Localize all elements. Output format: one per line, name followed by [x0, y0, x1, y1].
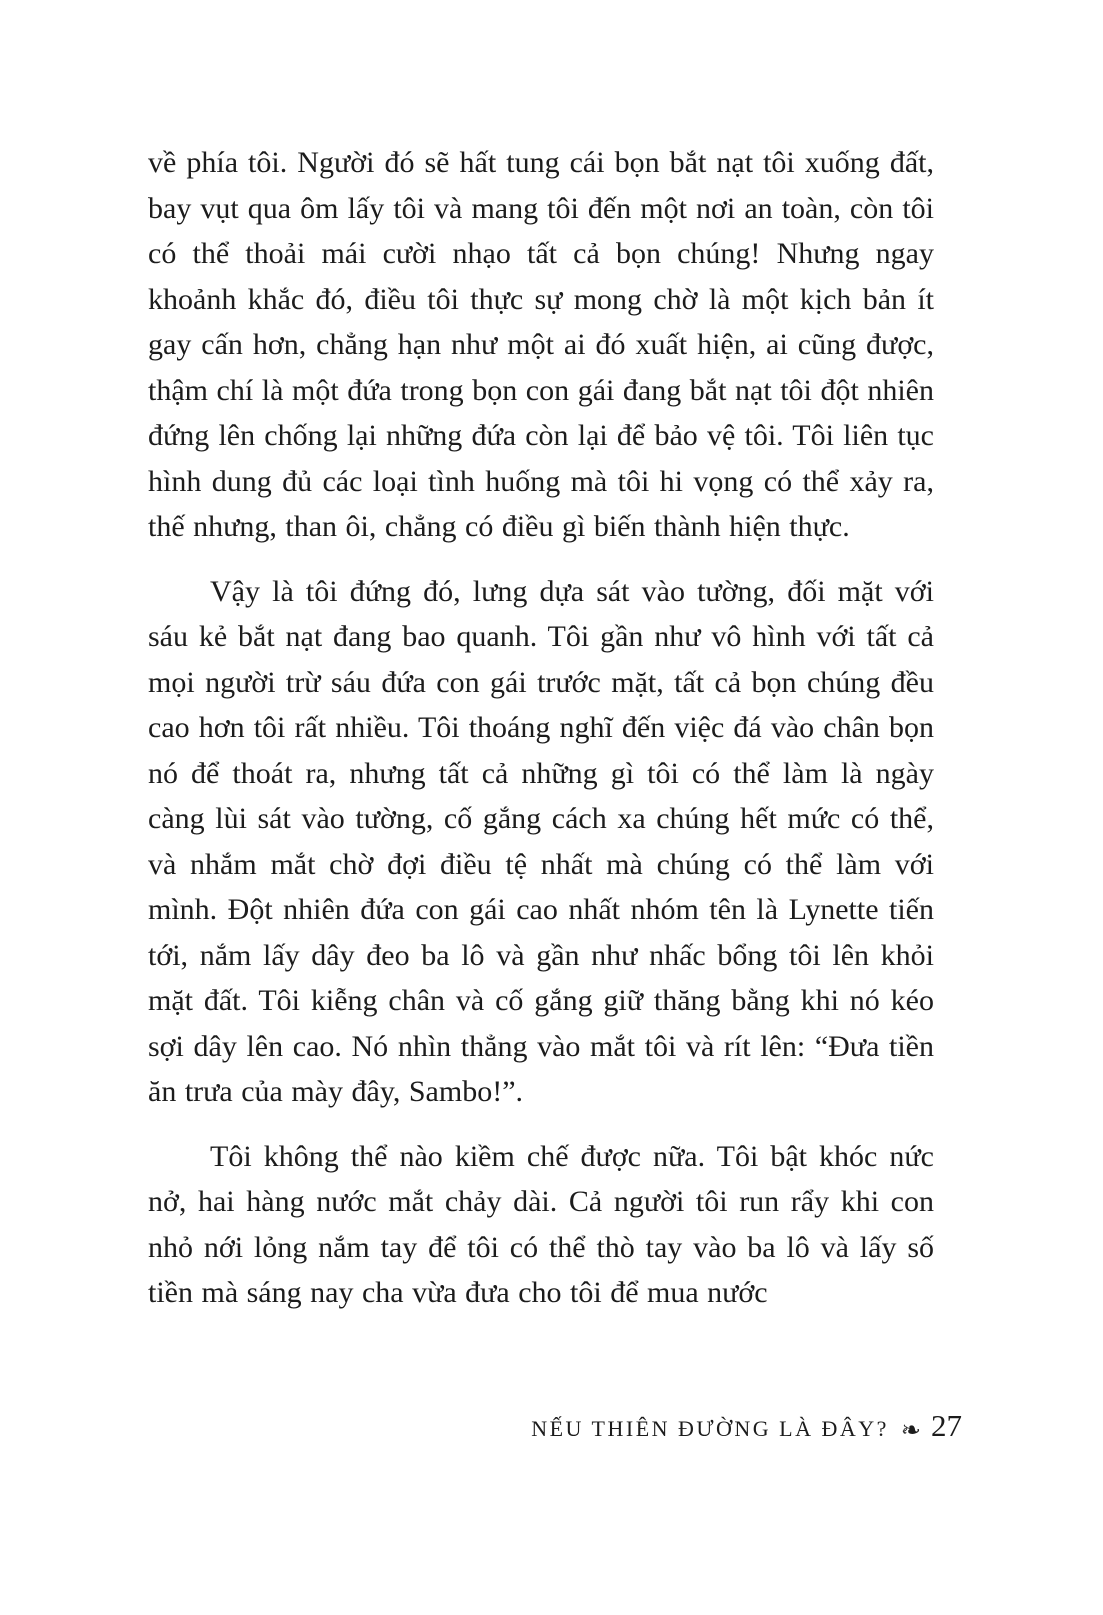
paragraph: Tôi không thể nào kiềm chế được nữa. Tôi bật khóc nức nở, hai hàng nước mắt chảy dài. Cả người tôi run rẩy khi con nhỏ nới lỏng nắm tay để tôi có thể thò tay vào ba lô và lấy số tiền mà sáng nay cha vừa đưa cho tôi để mua nước: [148, 1139, 934, 1309]
paragraph: về phía tôi. Người đó sẽ hất tung cái bọn bắt nạt tôi xuống đất, bay vụt qua ôm lấy tôi và mang tôi đến một nơi an toàn, còn tôi có thể thoải mái cười nhạo tất cả bọn chúng! Nhưng ngay khoảnh khắc đó, điều tôi thực sự mong chờ là một kịch bản ít gay cấn hơn, chẳng hạn như một ai đó xuất hiện, ai cũng được, thậm chí là một đứa trong bọn con gái đang bắt nạt tôi đột nhiên đứng lên chống lại những đứa còn lại để bảo vệ tôi. Tôi liên tục hình dung đủ các loại tình huống mà tôi hi vọng có thể xảy ra, thế nhưng, than ôi, chẳng có điều gì biến thành hiện thực.: [148, 146, 934, 543]
running-footer: [148, 1408, 962, 1445]
paragraph: Vậy là tôi đứng đó, lưng dựa sát vào tường, đối mặt với sáu kẻ bắt nạt đang bao quanh. Tôi gần như vô hình với tất cả mọi người trừ sáu đứa con gái trước mặt, tất cả bọn chúng đều cao hơn tôi rất nhiều. Tôi thoáng nghĩ đến việc đá vào chân bọn nó để thoát ra, nhưng tất cả những gì tôi có thể làm là ngày càng lùi sát vào tường, cố gắng cách xa chúng hết mức có thể, và nhắm mắt chờ đợi điều tệ nhất mà chúng có thể làm với mình. Đột nhiên đứa con gái cao nhất nhóm tên là Lynette tiến tới, nắm lấy dây đeo ba lô và gần như nhấc bổng tôi lên khỏi mặt đất. Tôi kiễng chân và cố gắng giữ thăng bằng khi nó kéo sợi dây lên cao. Nó nhìn thẳng vào mắt tôi và rít lên: “Đưa tiền ăn trưa của mày đây, Sambo!”.: [148, 574, 934, 1108]
fleuron-leaf-icon: ❧: [900, 1418, 921, 1444]
body-text: [148, 140, 934, 1335]
page-number: 27: [931, 1408, 962, 1443]
footer-book-title: NẾU THIÊN ĐƯỜNG LÀ ĐÂY?: [531, 1416, 889, 1441]
